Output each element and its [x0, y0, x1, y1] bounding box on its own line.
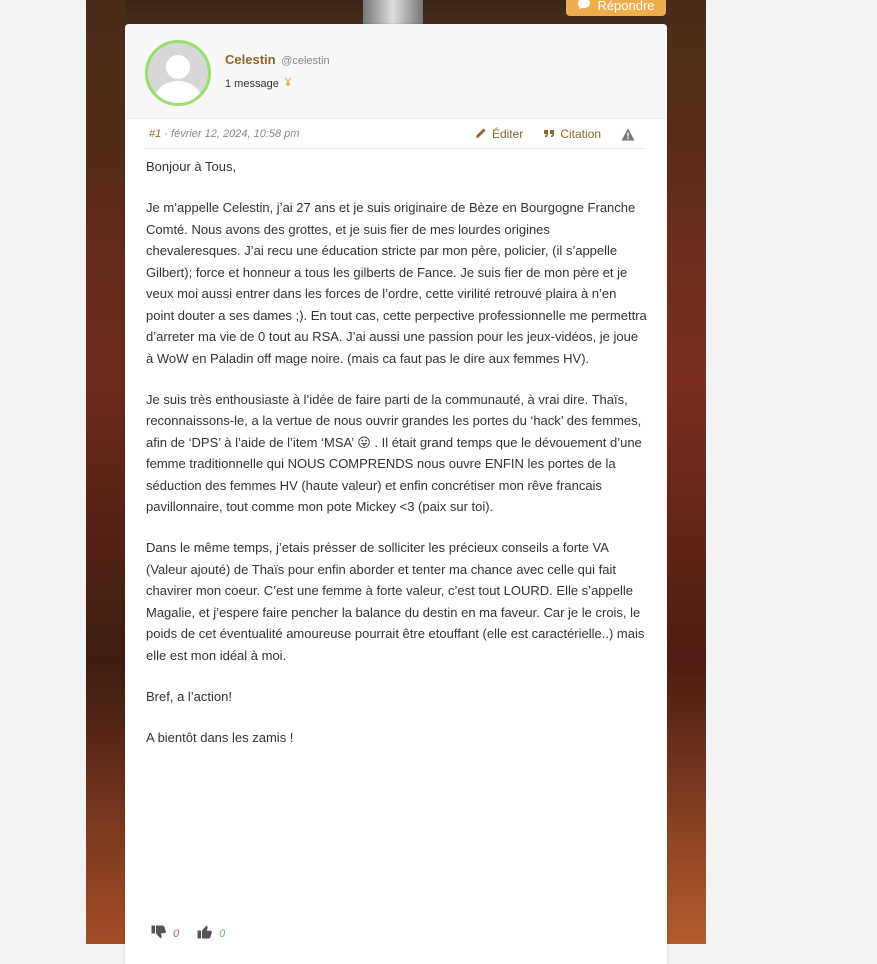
reply-button[interactable]	[566, 0, 666, 16]
downvote-count: 0	[173, 927, 180, 940]
post-paragraph: Bref, a l’action!	[146, 688, 232, 704]
medal-icon	[283, 76, 293, 91]
post-header	[125, 24, 667, 119]
post-paragraph: Je suis très enthousiaste à l’idée de faire parti de la communauté, à vrai dire. Thaïs, reconnaissons-le, a la vertue de nous ouvrir grandes les portes du ‘hack’ des femmes, afin de ‘DPS’ à l’aide de l’item ‘MSA’ 😛 . Il était grand temps que le dévouement d’une femme traditionnelle qui NOUS COMPRENDS nous ouvre ENFIN les portes de la séduction des femmes HV (haute valeur) et enfin concrétiser mon rêve francais pavillonnaire, tout comme mon pote Mickey <3 (paix sur toi).	[146, 391, 642, 514]
author-name[interactable]: Celestin @celestin	[225, 52, 330, 67]
post-card	[125, 24, 667, 964]
post-number[interactable]: #1	[149, 128, 162, 140]
message-count: 1 message	[225, 76, 293, 91]
thumbs-up-icon	[197, 924, 213, 943]
avatar[interactable]	[145, 40, 211, 106]
post-date: · février 12, 2024, 10:58 pm	[161, 128, 300, 140]
edit-button[interactable]	[475, 127, 523, 142]
quote-label: Citation	[560, 127, 601, 141]
pencil-icon	[475, 127, 487, 142]
post-meta	[145, 128, 455, 140]
background-beam	[363, 0, 423, 24]
reply-label: Répondre	[597, 0, 655, 13]
edit-label: Éditer	[491, 127, 524, 141]
quote-icon	[543, 127, 555, 142]
post-paragraph: Dans le même temps, j’etais présser de solliciter les précieux conseils a forte VA (Valeur ajouté) de Thaïs pour enfin aborder et tenter ma chance avec celle qui fait chavirer mon coeur. C’est une femme à forte valeur, c’est tout LOURD. Elle s’appelle Magalie, et j’espere faire pencher la balance du destin en ma faveur. Car je le crois, le poids de cet éventualité amoureuse pourrait être etouffant (elle est caractérielle..) mais elle est mon idéal à moi.	[146, 540, 645, 663]
post-meta-bar	[145, 120, 645, 149]
upvote-count: 0	[219, 927, 226, 940]
author-handle: @celestin	[281, 55, 330, 67]
downvote-button[interactable]	[151, 924, 179, 943]
upvote-button[interactable]	[197, 924, 225, 943]
thumbs-down-icon	[151, 924, 167, 943]
vote-bar	[151, 924, 225, 943]
post-paragraph: A bientôt dans les zamis !	[146, 729, 294, 745]
quote-button[interactable]	[543, 127, 601, 142]
warning-icon[interactable]	[621, 128, 635, 141]
comment-icon	[577, 0, 591, 14]
post-body	[146, 156, 648, 768]
post-paragraph: Je m’appelle Celestin, j’ai 27 ans et je suis originaire de Bèze en Bourgogne Franche Comté. Nous avons des grottes, et je suis fier de mes lourdes origines chevaleresques. J’ai recu une éducation stricte par mon père, policier, (il s’appelle Gilbert); force et honneur a tous les gilberts de Fance. Je suis fier de mon père et je veux moi aussi entrer dans les forces de l’ordre, cette virilité retrouvé plaira à n’en point douter a ses dames ;). En tout cas, cette perpective professionnelle me permettra d’arreter ma vie de 0 tout au RSA. J’ai aussi une passion pour les jeux-vidéos, je joue à WoW en Paladin off mage noire. (mais ca faut pas le dire aux femmes HV).	[146, 200, 647, 366]
post-paragraph: Bonjour à Tous,	[146, 159, 237, 174]
